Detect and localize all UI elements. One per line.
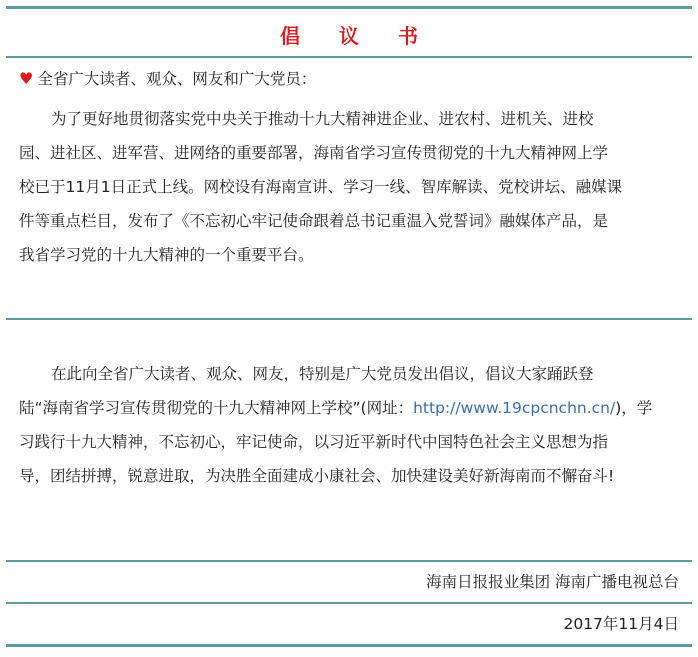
section-divider-1 — [6, 318, 692, 320]
salutation-text: 全省广大读者、观众、网友和广大党员： — [37, 70, 317, 88]
section-divider-3 — [6, 602, 692, 604]
paragraph-1 — [19, 102, 679, 272]
page-title — [6, 22, 692, 50]
bottom-rule — [6, 644, 692, 647]
paragraph-1-line-5: 我省学习党的十九大精神的一个重要平台。 — [19, 246, 314, 264]
issue-date: 2017年11月4日 — [563, 615, 679, 633]
paragraph-2-line-4: 导，团结拼搏，锐意进取，为决胜全面建成小康社会、加快建设美好新海南而不懈奋斗! — [19, 467, 615, 485]
paragraph-2-line-1: 在此向全省广大读者、观众、网友，特别是广大党员发出倡议，倡议大家踊跃登 — [51, 365, 594, 383]
paragraph-1-line-2: 园、进社区、进军营、进网络的重要部署，海南省学习宣传贯彻党的十九大精神网上学 — [19, 144, 609, 162]
heart-icon: ♥ — [19, 69, 34, 88]
paragraph-1-line-1: 为了更好地贯彻落实党中央关于推动十九大精神进企业、进农村、进机关、进校 — [51, 110, 594, 128]
salutation — [19, 62, 679, 96]
paragraph-2-line-3: 习践行十九大精神，不忘初心，牢记使命，以习近平新时代中国特色社会主义思想为指 — [19, 433, 609, 451]
website-link[interactable]: http://www.19cpcnchn.cn/ — [413, 399, 616, 417]
title-rule — [6, 56, 692, 58]
paragraph-2-line-2-suffix: )，学 — [615, 399, 653, 417]
top-rule — [6, 6, 692, 9]
signature: 海南日报报业集团 海南广播电视总台 — [426, 573, 679, 591]
section-divider-2 — [6, 560, 692, 562]
paragraph-1-line-4: 件等重点栏目，发布了《不忘初心牢记使命跟着总书记重温入党誓词》融媒体产品，是 — [19, 212, 609, 230]
paragraph-2-line-2 — [19, 391, 679, 425]
page-title-text: 倡 议 书 — [280, 24, 434, 48]
paragraph-2-line-2-prefix: 陆“海南省学习宣传贯彻党的十九大精神网上学校”(网址： — [19, 399, 414, 417]
paragraph-2 — [19, 357, 679, 493]
paragraph-1-line-3: 校已于11月1日正式上线。网校设有海南宣讲、学习一线、智库解读、党校讲坛、融媒课 — [19, 178, 623, 196]
